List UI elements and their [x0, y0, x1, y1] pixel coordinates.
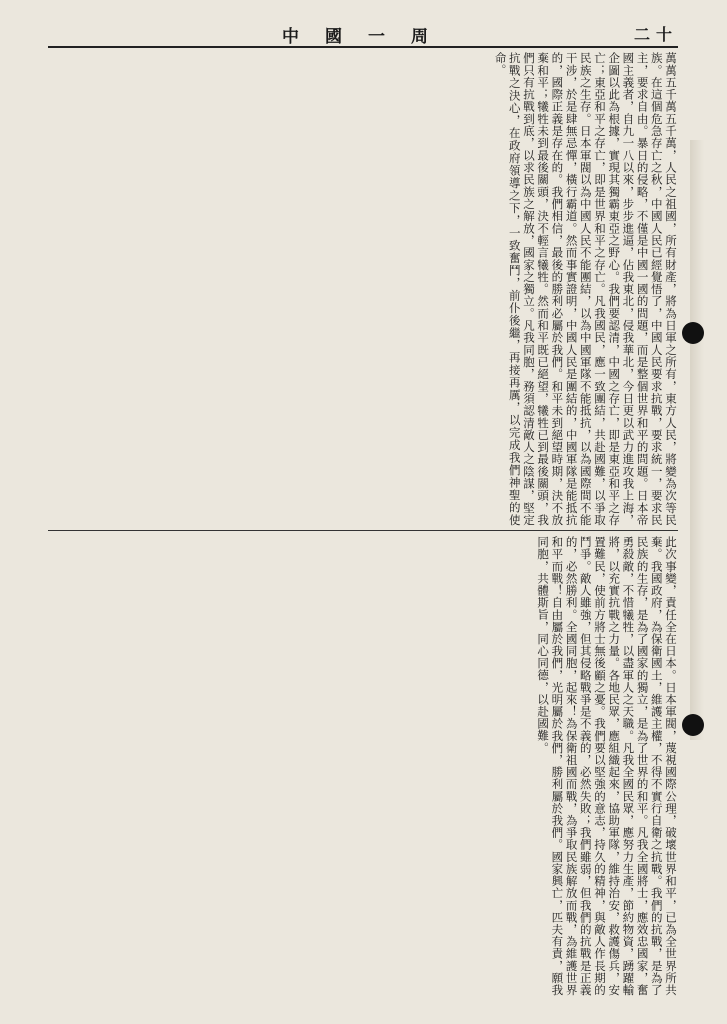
header-rule [48, 46, 678, 48]
binding-shadow [690, 140, 704, 740]
article-bottom-section: 此次事變，責任全在日本。日本軍閥，蔑視國際公理，破壞世界和平，已為全世界所共棄。我國政府，為保衛國土，維護主權，不得不實行自衛之抗戰。我們的抗戰，是為了民族的生存，是為了國家的獨立，是為了世界的和平。凡我全國將士，應效忠國家，奮勇殺敵，不惜犧牲，以盡軍人之天職。凡我全國民眾，應努力生產，節約物資，踴躍輸將，以充實抗戰之力量。各地民眾，應組織起來，協助軍隊，維持治安，救護傷兵，安置難民，使前方將士無後顧之憂。我們要以堅強的意志，持久的精神，與敵人作長期的鬥爭。敵人雖強，但其侵略戰爭是不義的，必然失敗；我們雖弱，但我們的抗戰是正義的，必然勝利。全國同胞，起來！為保衛祖國而戰，為爭取民族解放而戰，為維護世界和平而戰！自由屬於我們，光明屬於我們，勝利屬於我們。國家興亡，匹夫有責，願我同胞，共體斯旨，同心同德，以赴國難。 [536, 536, 678, 996]
section-divider [48, 530, 678, 531]
article-top-section: 萬萬五千萬五千萬，人民之祖國，所有財產，將為日軍之所有，東方人民，將變為次等民族。在這個危急存亡之秋，中國人民已經覺悟了，中國人民要求抗戰，要求統一，要求民主，要求自由。暴日的侵略，不僅是中國一國的問題，而是整個世界和平的問題。日本帝國主義者，自九一八以來，步步進逼，佔我東北，侵我華北，今日更以武力進攻我上海，企圖以此為根據，實現其獨霸東亞之野心。我們要認清，中國之存亡，即是東亞和平之存亡；東亞和平之存亡，即是世界和平之存亡。凡我國民，應一致團結，共赴國難，以爭取民族之生存。日本軍閥以為中國人民不能團結，以為中國軍隊不能抵抗，以為國際間不能干涉，於是肆無忌憚，橫行霸道。然而事實證明，中國人民是團結的，中國軍隊是能抵抗的，國際正義是存在的。我們相信，最後的勝利必屬於我們。和平未到絕望時期，決不放棄和平；犧牲未到最後關頭，決不輕言犧牲。然而和平既已絕望，犧牲已到最後關頭，我們只有抗戰到底，以求民族之解放，國家之獨立。凡我同胞，務須認清敵人之陰謀，堅定抗戰之決心，在政府領導之下，一致奮鬥，前仆後繼，再接再厲，以完成我們神聖的使命。 [493, 52, 678, 526]
publication-title: 中國一周 [282, 27, 454, 47]
punch-hole-icon [682, 322, 704, 344]
page-header [48, 20, 678, 46]
page-number: 二十 [633, 25, 678, 44]
punch-hole-icon [682, 714, 704, 736]
